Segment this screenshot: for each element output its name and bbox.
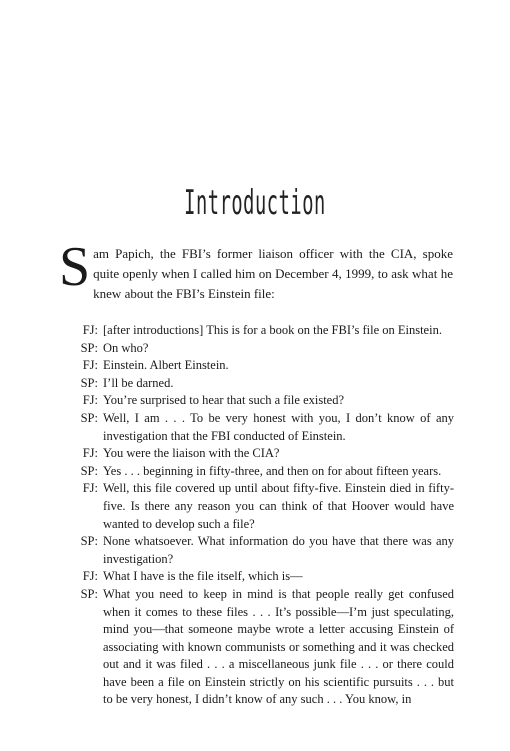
- chapter-title: Introduction: [184, 183, 326, 223]
- dialogue-line: [68, 480, 454, 533]
- dialogue-text: I’ll be darned.: [103, 375, 174, 390]
- dialogue-line: [68, 410, 454, 445]
- speaker-label: FJ:: [82, 481, 98, 496]
- speaker-label: SP:: [80, 375, 98, 390]
- speaker-label: SP:: [80, 534, 98, 549]
- intro-paragraph: [59, 236, 453, 304]
- dialogue-text: What I have is the file itself, which is—: [103, 569, 303, 584]
- dialogue-line: [68, 340, 454, 358]
- dialogue-line: [68, 445, 454, 463]
- dialogue-transcript: [68, 322, 454, 709]
- dialogue-line: [68, 586, 454, 709]
- dialogue-text: Einstein. Albert Einstein.: [103, 358, 229, 373]
- dialogue-line: [68, 375, 454, 393]
- speaker-label: SP:: [80, 410, 98, 425]
- dialogue-text: On who?: [103, 340, 149, 355]
- dialogue-text: [after introductions] This is for a book on the FBI’s file on Einstein.: [103, 323, 442, 337]
- speaker-label: SP:: [80, 340, 98, 355]
- dialogue-line: [68, 463, 454, 481]
- speaker-label: SP:: [80, 586, 98, 601]
- dialogue-line: [68, 392, 454, 410]
- dialogue-text: What you need to keep in mind is that people really get confused when it comes to these files . . . It’s possible—I’m just speculating, mind you—that someone maybe wrote a letter accusing Einstein of associating with known communists or something and it was checked out and it was filed . . . a miscellaneous junk file . . . or there could have been a file on Einstein strictly on his scientific pursuits . . . but to be very honest, I didn’t know of any such . . . You know, in: [103, 586, 454, 707]
- dialogue-text: Well, I am . . . To be very honest with you, I don’t know of any investigation that the FBI conducted of Einstein.: [103, 410, 454, 443]
- dialogue-line: [68, 568, 454, 586]
- speaker-label: FJ:: [82, 358, 98, 373]
- dialogue-line: [68, 357, 454, 375]
- speaker-label: SP:: [80, 463, 98, 478]
- speaker-label: FJ:: [82, 569, 98, 584]
- speaker-label: FJ:: [82, 323, 98, 337]
- drop-cap: S: [59, 236, 91, 298]
- speaker-label: FJ:: [82, 393, 98, 408]
- dialogue-text: You were the liaison with the CIA?: [103, 446, 280, 461]
- intro-text: am Papich, the FBI’s former liaison officer with the CIA, spoke quite openly when I called him on December 4, 1999, to ask what he knew about the FBI’s Einstein file:: [93, 246, 453, 301]
- dialogue-line: [68, 322, 454, 340]
- dialogue-line: [68, 533, 454, 568]
- dialogue-text: Yes . . . beginning in fifty-three, and then on for about fifteen years.: [103, 463, 442, 478]
- dialogue-text: You’re surprised to hear that such a file existed?: [103, 393, 345, 408]
- speaker-label: FJ:: [82, 446, 98, 461]
- dialogue-text: Well, this file covered up until about fifty-five. Einstein died in fifty-five. Is there any reason you can think of that Hoover would have wanted to develop such a file?: [103, 481, 454, 531]
- dialogue-text: None whatsoever. What information do you have that there was any investigation?: [103, 534, 454, 566]
